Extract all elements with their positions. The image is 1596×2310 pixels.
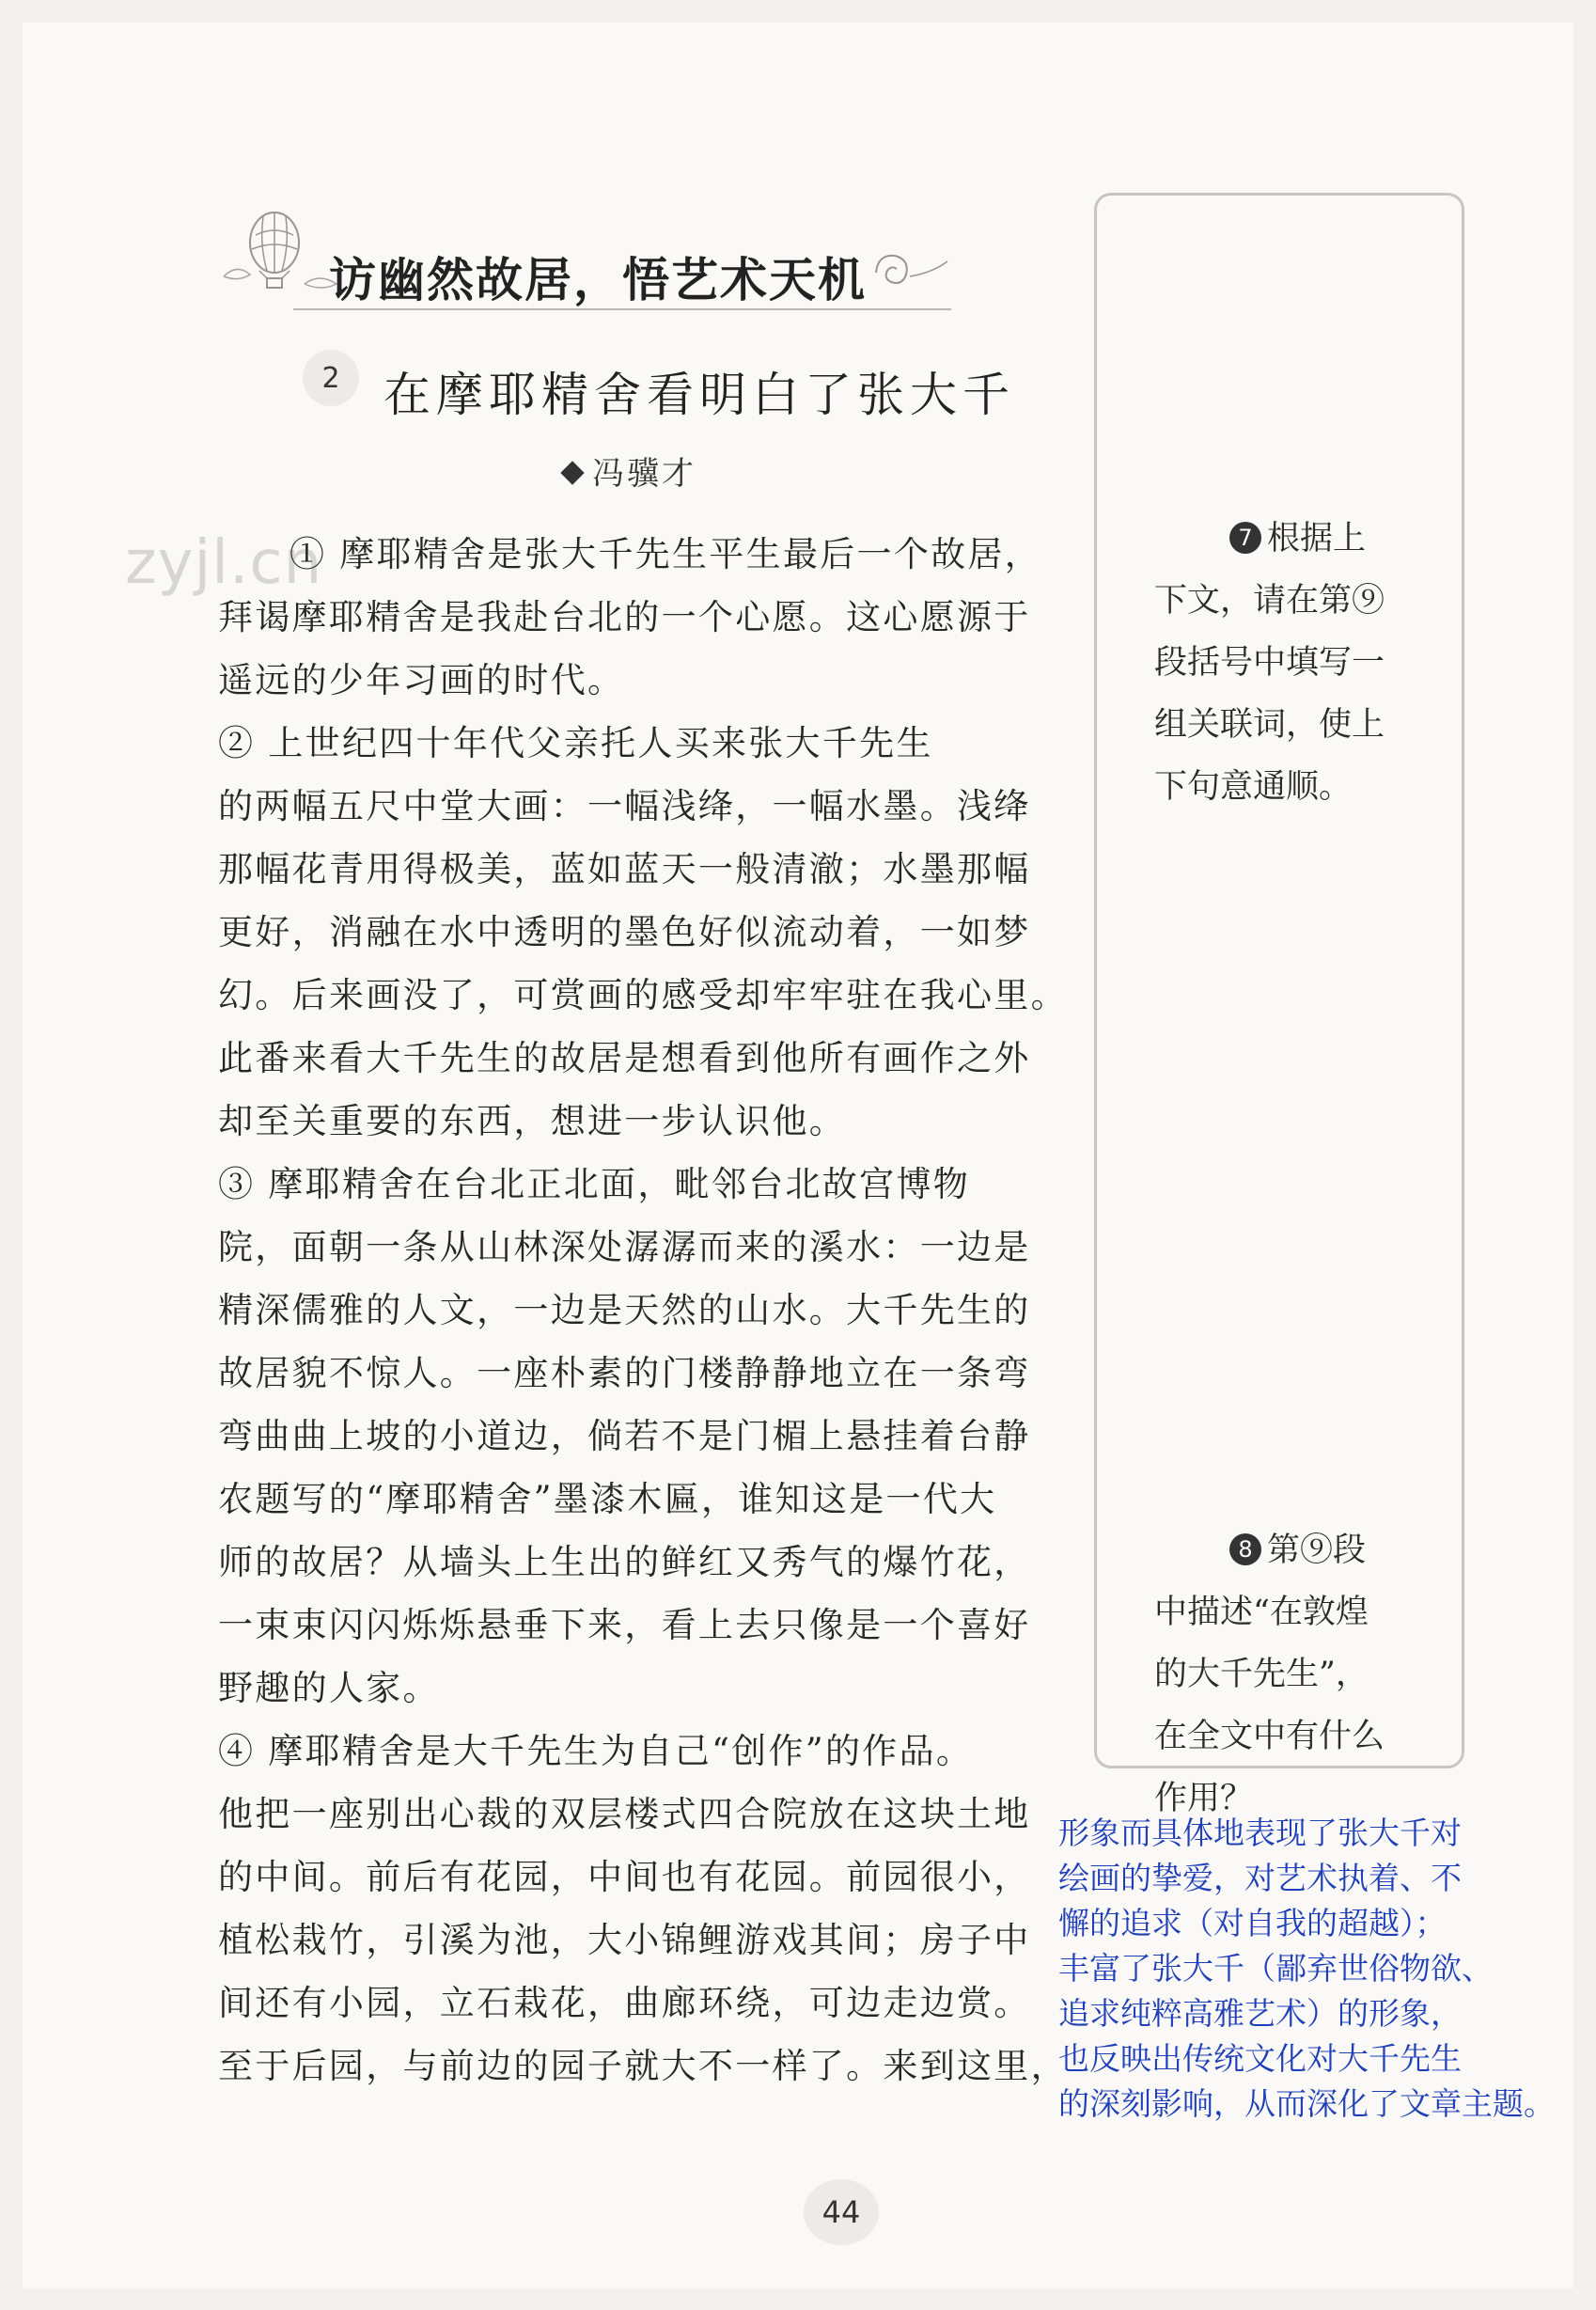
body-line: 农题写的“摩耶精舍”墨漆木匾，谁知这是一代大 — [218, 1479, 997, 1519]
author-name: 冯骥才 — [592, 455, 696, 493]
body-line: 弯曲曲上坡的小道边，倘若不是门楣上悬挂着台静 — [218, 1416, 1031, 1456]
section-header — [218, 197, 970, 320]
body-line: 却至关重要的东西，想进一步认识他。 — [218, 1101, 847, 1141]
body-line: 精深儒雅的人文，一边是天然的山水。大千先生的 — [218, 1290, 1031, 1330]
swirl-icon — [857, 235, 961, 301]
body-line: 野趣的人家。 — [218, 1668, 440, 1708]
body-line: 更好，消融在水中透明的墨色好似流动着，一如梦 — [218, 912, 1031, 952]
answer-line: 形象而具体地表现了张大千对 — [1058, 1815, 1462, 1851]
question-text: 根据上 — [1267, 520, 1367, 558]
body-line: 的两幅五尺中堂大画：一幅浅绛，一幅水墨。浅绛 — [218, 786, 1031, 826]
body-line: 一束束闪闪烁烁悬垂下来，看上去只像是一个喜好 — [218, 1605, 1031, 1645]
body-line: ④ 摩耶精舍是大千先生为自己“创作”的作品。 — [218, 1731, 974, 1771]
body-line: ② 上世纪四十年代父亲托人买来张大千先生 — [218, 723, 933, 763]
section-title: 访幽然故居，悟艺术天机 — [329, 253, 867, 307]
question-text: 组关联词，使上 — [1154, 706, 1385, 744]
author-line — [564, 448, 696, 494]
body-line: 院，面朝一条从山林深处潺潺而来的溪水：一边是 — [218, 1227, 1031, 1267]
diamond-icon — [560, 461, 584, 484]
answer-line: 也反映出传统文化对大千先生 — [1058, 2040, 1462, 2077]
body-line: 遥远的少年习画的时代。 — [218, 660, 625, 700]
answer-line: 的深刻影响，从而深化了文章主题。 — [1058, 2085, 1555, 2122]
body-line: 那幅花青用得极美，蓝如蓝天一般清澈；水墨那幅 — [218, 849, 1031, 889]
body-line: 拜谒摩耶精舍是我赴台北的一个心愿。这心愿源于 — [218, 597, 1031, 637]
body-line: ① 摩耶精舍是张大千先生平生最后一个故居， — [289, 534, 1042, 574]
body-line: 植松栽竹，引溪为池，大小锦鲤游戏其间；房子中 — [218, 1920, 1031, 1960]
question-number-badge: 7 — [1229, 522, 1261, 554]
question-text: 段括号中填写一 — [1154, 644, 1385, 682]
question-7 — [1154, 508, 1427, 818]
body-line: 的中间。前后有花园，中间也有花园。前园很小， — [218, 1857, 1031, 1897]
watermark: zyjl.cn — [125, 528, 323, 598]
question-number-badge: 8 — [1229, 1533, 1261, 1565]
body-line: 师的故居？从墙头上生出的鲜红又秀气的爆竹花， — [218, 1542, 1031, 1582]
question-text: 下句意通顺。 — [1154, 768, 1353, 806]
question-text: 作用？ — [1154, 1780, 1254, 1817]
question-text: 第⑨段 — [1267, 1532, 1367, 1569]
question-8 — [1154, 1519, 1427, 1830]
page-number: 44 — [804, 2179, 879, 2245]
body-line: 此番来看大千先生的故居是想看到他所有画作之外 — [218, 1038, 1031, 1078]
question-text: 的大千先生”， — [1154, 1656, 1369, 1693]
article-title: 在摩耶精舍看明白了张大千 — [383, 368, 1015, 422]
body-line: 幻。后来画没了，可赏画的感受却牢牢驻在我心里。 — [218, 975, 1068, 1015]
answer-line: 懈的追求（对自我的超越）； — [1058, 1905, 1447, 1941]
section-underline — [293, 308, 951, 310]
answer-text — [1058, 1811, 1585, 2127]
answer-line: 追求纯粹高雅艺术）的形象， — [1058, 1995, 1462, 2032]
question-text: 在全文中有什么 — [1154, 1718, 1385, 1755]
answer-line: 丰富了张大千（鄙弃世俗物欲、 — [1058, 1950, 1493, 1987]
body-line: ③ 摩耶精舍在台北正北面，毗邻台北故宫博物 — [218, 1164, 971, 1204]
answer-line: 绘画的挚爱，对艺术执着、不 — [1058, 1860, 1462, 1896]
body-line: 间还有小园，立石栽花，曲廊环绕，可边走边赏。 — [218, 1983, 1031, 2023]
article-number-badge: 2 — [303, 350, 359, 406]
body-line: 他把一座别出心裁的双层楼式四合院放在这块土地 — [218, 1794, 1031, 1834]
question-text: 下文，请在第⑨ — [1154, 582, 1385, 620]
body-line: 故居貌不惊人。一座朴素的门楼静静地立在一条弯 — [218, 1353, 1031, 1393]
question-text: 中描述“在敦煌 — [1154, 1594, 1369, 1631]
body-line: 至于后园，与前边的园子就大不一样了。来到这里， — [218, 2046, 1068, 2086]
article-body — [218, 523, 1068, 2098]
